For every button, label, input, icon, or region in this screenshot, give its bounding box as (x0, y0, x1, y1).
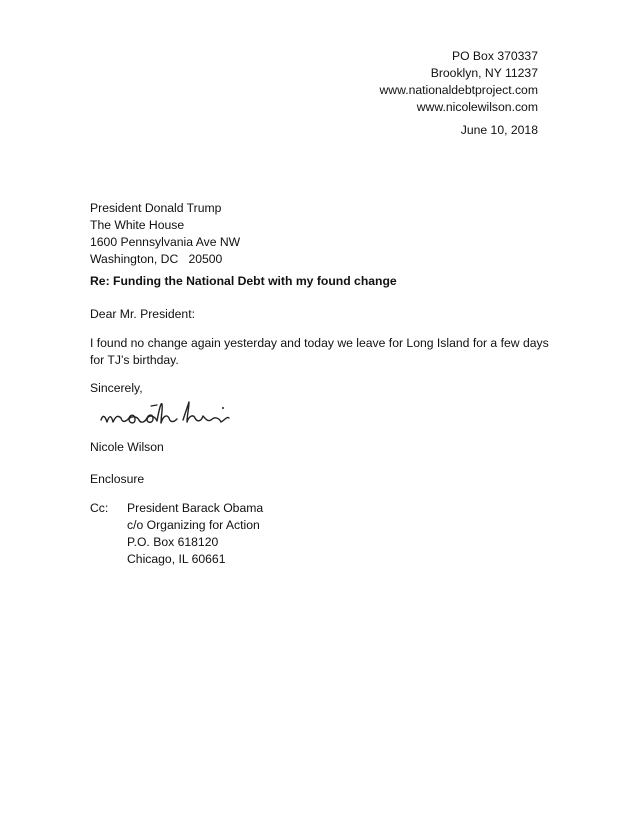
cc-address-block (127, 500, 263, 568)
recipient-street: 1600 Pennsylvania Ave NW (90, 235, 241, 249)
cc-po-box: P.O. Box 618120 (127, 535, 219, 549)
enclosure-notation: Enclosure (90, 472, 145, 486)
cc-city-state-zip: Chicago, IL 60661 (127, 552, 226, 566)
recipient-address-block (90, 200, 240, 268)
handwritten-signature (95, 396, 235, 432)
cc-label: Cc: (90, 501, 109, 515)
cc-name: President Barack Obama (127, 501, 264, 515)
closing: Sincerely, (90, 381, 143, 395)
sender-city-state-zip: Brooklyn, NY 11237 (430, 66, 538, 80)
signer-name: Nicole Wilson (90, 440, 164, 454)
sender-website-link-1[interactable]: www.nationaldebtproject.com (379, 83, 538, 97)
body-paragraph: I found no change again yesterday and today we leave for Long Island for a few days for TJ’s birthday. (90, 336, 549, 367)
salutation: Dear Mr. President: (90, 307, 195, 321)
sender-po-box: PO Box 370337 (451, 49, 538, 63)
cc-org: c/o Organizing for Action (127, 518, 260, 532)
subject-line: Re: Funding the National Debt with my found change (90, 274, 397, 288)
sender-address-block (379, 48, 538, 116)
recipient-org: The White House (90, 218, 185, 232)
recipient-city-state-zip: Washington, DC 20500 (90, 252, 223, 266)
letter-date: June 10, 2018 (460, 123, 538, 137)
sender-website-link-2[interactable]: www.nicolewilson.com (416, 100, 538, 114)
recipient-name: President Donald Trump (90, 201, 222, 215)
